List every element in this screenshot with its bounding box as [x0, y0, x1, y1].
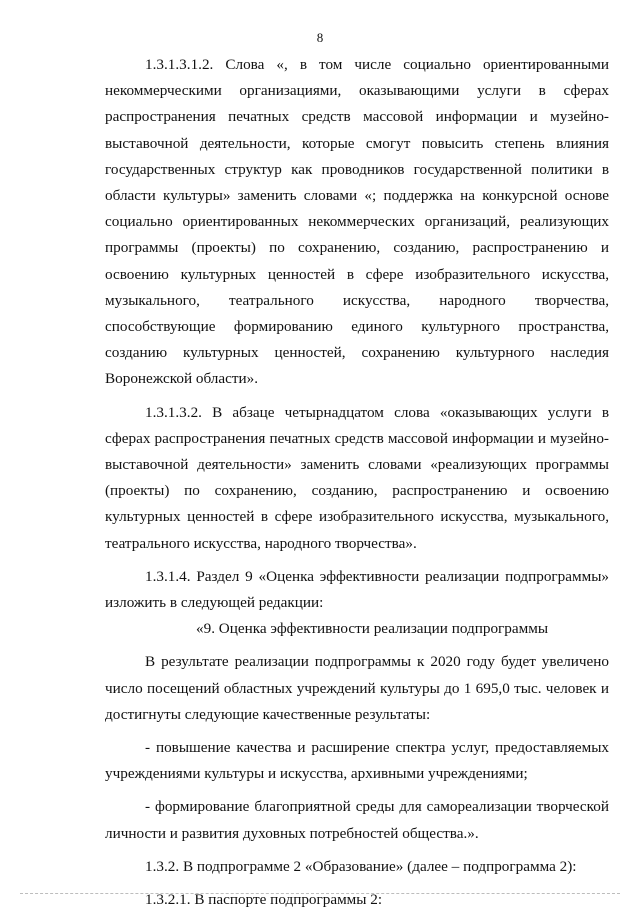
- paragraph-1-3-1-3-1-2: 1.3.1.3.1.2. Слова «, в том числе социально ориентированными некоммерческими организациями, оказывающими услуги в сферах распространения печатных средств массовой информации и музейно-выставочной деятельности, которые смогут повысить степень влияния государственных структур как проводников государственной политики в области культуры» заменить словами «; поддержка на конкурсной основе социально ориентированных некоммерческих организаций, реализующих программы (проекты) по сохранению, созданию, распространению и освоению культурных ценностей в сфере изобразительного искусства, музыкального, театрального искусства, народного творчества, способствующие формированию единого культурного пространства, созданию культурных ценностей, сохранению культурного наследия Воронежской области».: [105, 56, 609, 388]
- bullet-item-quality: - повышение качества и расширение спектра услуг, предоставляемых учреждениями культуры и искусства, архивными учреждениями;: [105, 739, 609, 783]
- paragraph-gap: [105, 847, 609, 854]
- paragraph-gap: [105, 557, 609, 564]
- paragraph-1-3-1-3-2: 1.3.1.3.2. В абзаце четырнадцатом слова «оказывающих услуги в сферах распространения печатных средств массовой информации и музейно-выставочной деятельности» заменить словами «реализующих программы (проекты) по сохранению, созданию, распространению и освоению культурных ценностей в сфере изобразительного искусства, музыкального, театрального искусства, народного творчества».: [105, 403, 609, 552]
- page-number: 8: [316, 30, 324, 45]
- paragraph-results: В результате реализации подпрограммы к 2020 году будет увеличено число посещений областных учреждений культуры до 1 695,0 тыс. человек и достигнуты следующие качественные результаты:: [105, 653, 609, 723]
- document-body: [105, 52, 609, 913]
- bullet-item-environment: - формирование благоприятной среды для самореализации творческой личности и развития духовных потребностей общества.».: [105, 798, 609, 842]
- paragraph-gap: [105, 642, 609, 649]
- page-bottom-rule: [20, 893, 620, 894]
- paragraph-gap: [105, 880, 609, 887]
- paragraph-1-3-2-1: 1.3.2.1. В паспорте подпрограммы 2:: [145, 891, 383, 909]
- paragraph-gap: [105, 393, 609, 400]
- paragraph-gap: [105, 787, 609, 794]
- paragraph-gap: [105, 728, 609, 735]
- paragraph-1-3-2: 1.3.2. В подпрограмме 2 «Образование» (далее – подпрограмма 2):: [145, 857, 577, 875]
- section-heading: «9. Оценка эффективности реализации подпрограммы: [196, 620, 549, 638]
- paragraph-1-3-1-4: 1.3.1.4. Раздел 9 «Оценка эффективности реализации подпрограммы» изложить в следующей редакции:: [105, 567, 609, 612]
